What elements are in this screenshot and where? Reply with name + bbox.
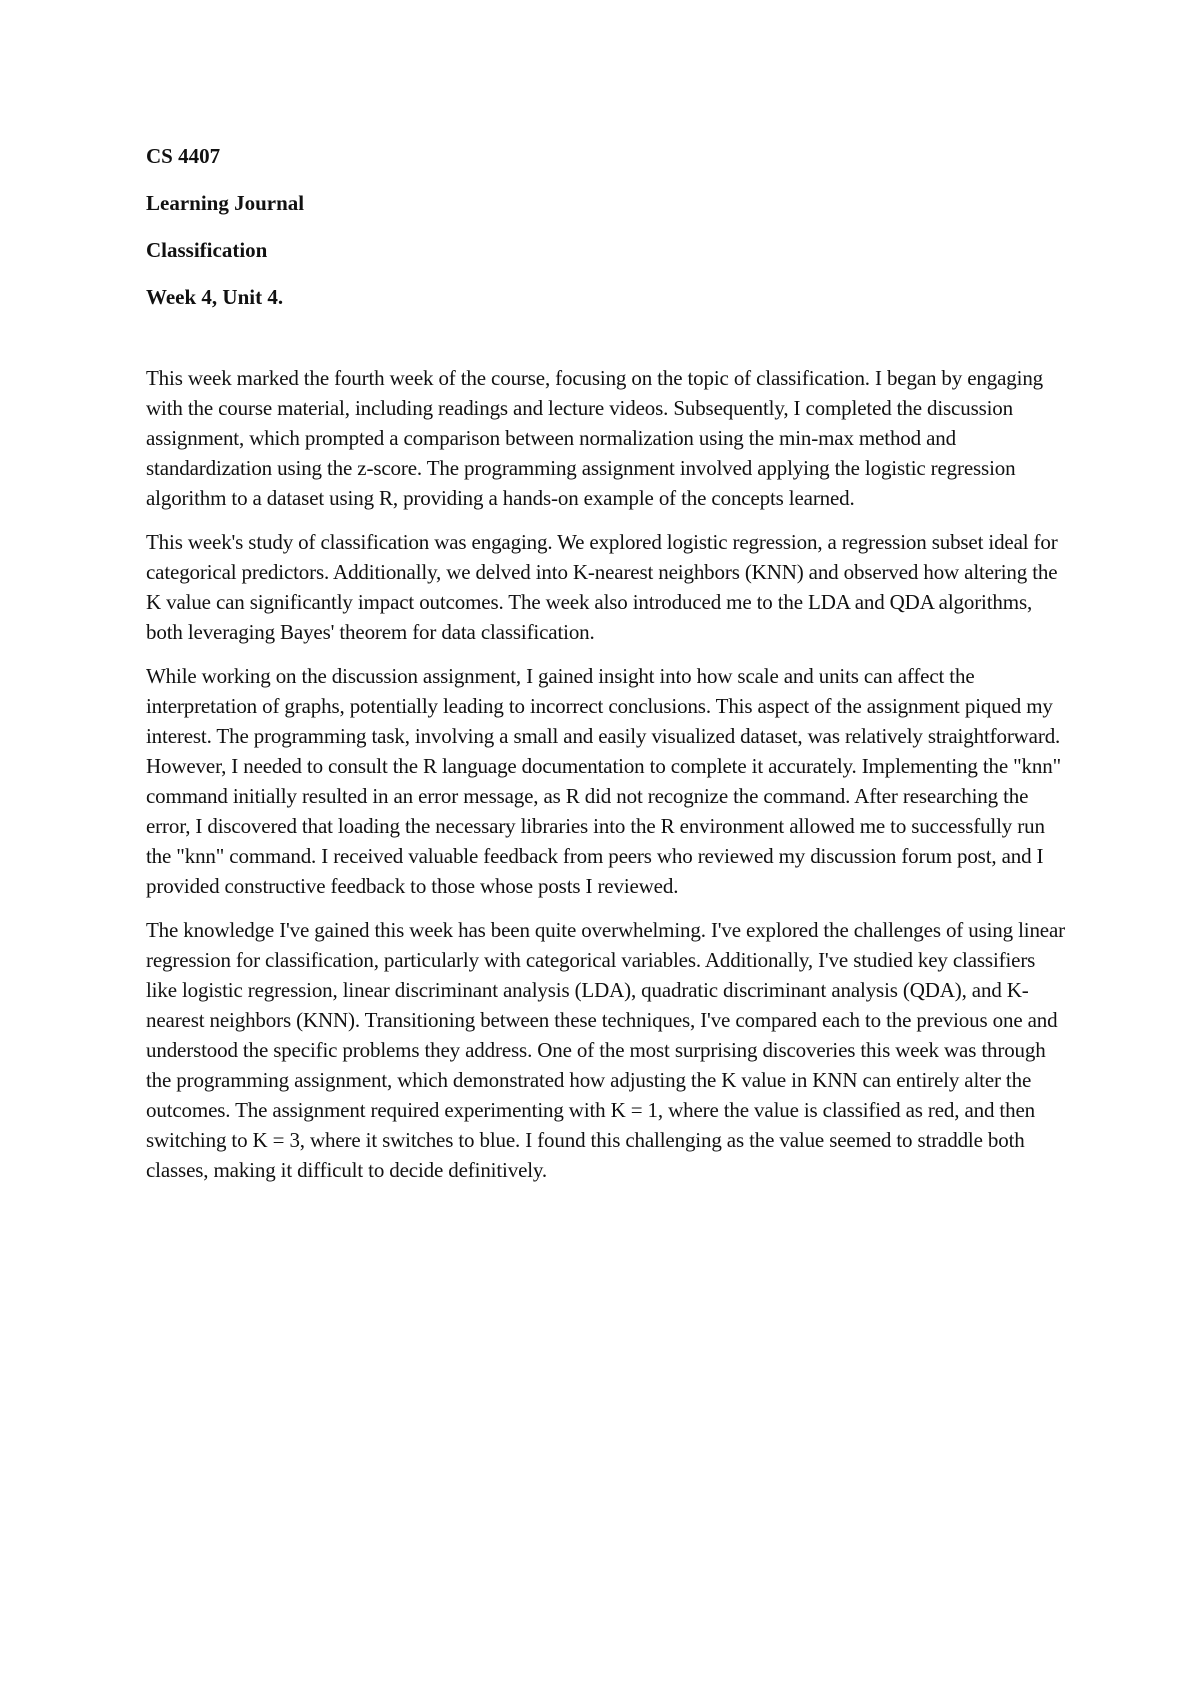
paragraph-1: This week marked the fourth week of the course, focusing on the topic of classification. I began by engaging with the course material, including readings and lecture videos. Subsequently, I completed the discussion assignment, which prompted a comparison between normalization using the min-max method and standardization using the z-score. The programming assignment involved applying the logistic regression algorithm to a dataset using R, providing a hands-on example of the concepts learned. bbox=[146, 366, 1044, 510]
topic-title: Classification bbox=[146, 238, 268, 262]
paragraph-4: The knowledge I've gained this week has been quite overwhelming. I've explored the challenges of using linear regression for classification, particularly with categorical variables. Additionally, I've studied key classifiers like logistic regression, linear discriminant analysis (LDA), quadratic discriminant analysis (QDA), and K-nearest neighbors (KNN). Transitioning between these techniques, I've compared each to the previous one and understood the specific problems they address. One of the most surprising discoveries this week was through the programming assignment, which demonstrated how adjusting the K value in KNN can entirely alter the outcomes. The assignment required experimenting with K = 1, where the value is classified as red, and then switching to K = 3, where it switches to blue. I found this challenging as the value seemed to straddle both classes, making it difficult to decide definitively. bbox=[146, 918, 1065, 1182]
document-content bbox=[146, 144, 1068, 1199]
journal-title: Learning Journal bbox=[146, 191, 305, 215]
paragraph-3: While working on the discussion assignment, I gained insight into how scale and units can affect the interpretation of graphs, potentially leading to incorrect conclusions. This aspect of the assignment piqued my interest. The programming task, involving a small and easily visualized dataset, was relatively straightforward. However, I needed to consult the R language documentation to complete it accurately. Implementing the "knn" command initially resulted in an error message, as R did not recognize the command. After researching the error, I discovered that loading the necessary libraries into the R environment allowed me to successfully run the "knn" command. I received valuable feedback from peers who reviewed my discussion forum post, and I provided constructive feedback to those whose posts I reviewed. bbox=[146, 664, 1062, 898]
paragraph-2: This week's study of classification was engaging. We explored logistic regression, a regression subset ideal for categorical predictors. Additionally, we delved into K-nearest neighbors (KNN) and observed how altering the K value can significantly impact outcomes. The week also introduced me to the LDA and QDA algorithms, both leveraging Bayes' theorem for data classification. bbox=[146, 530, 1058, 644]
week-unit: Week 4, Unit 4. bbox=[146, 285, 284, 309]
header-block bbox=[146, 144, 1068, 309]
course-code: CS 4407 bbox=[146, 144, 221, 168]
